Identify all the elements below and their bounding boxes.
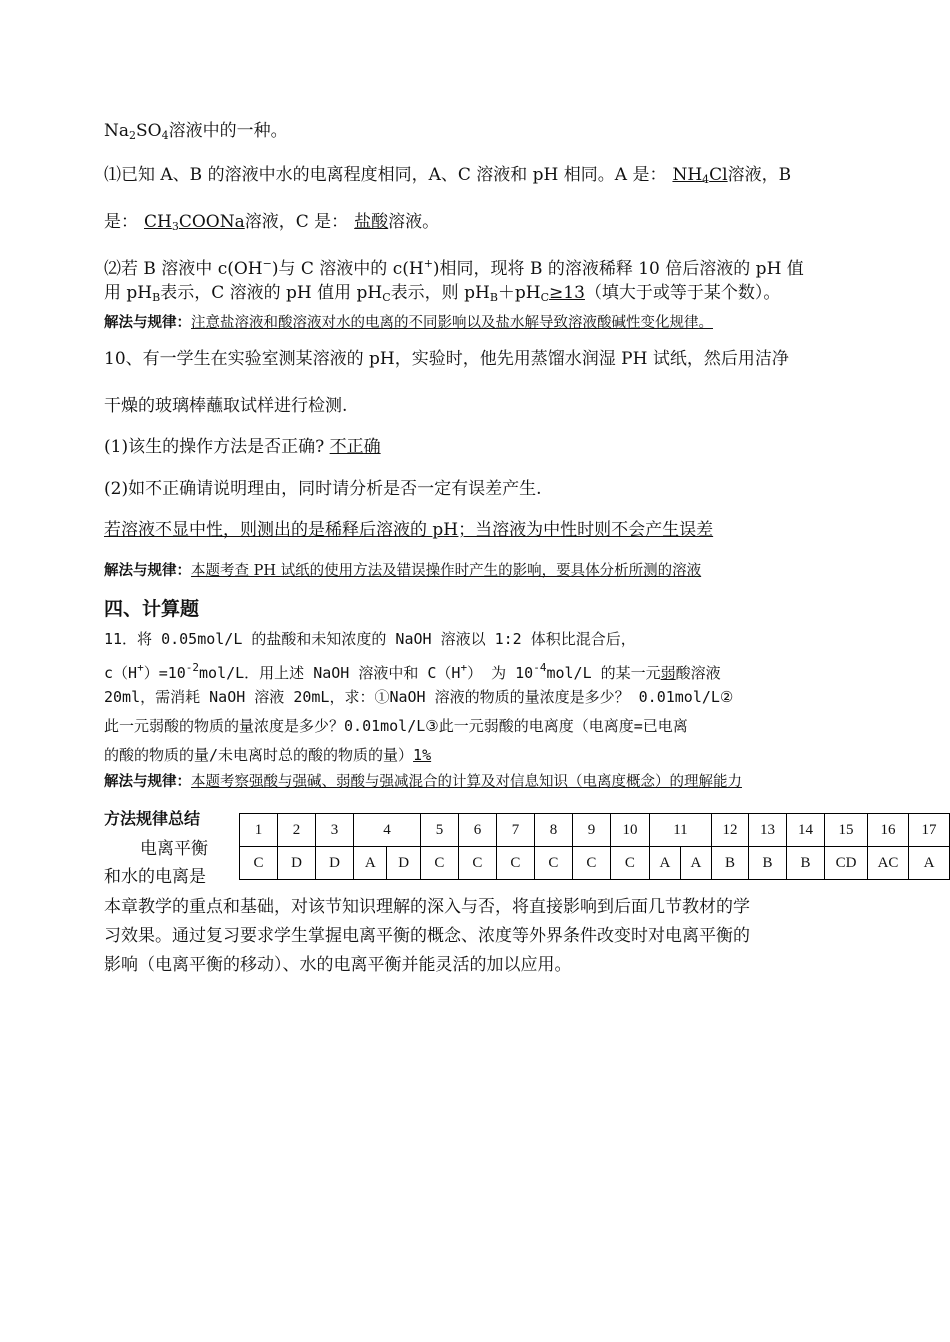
q-number: 3 — [316, 814, 354, 847]
q-answer: C — [458, 847, 496, 880]
q-answer: C — [420, 847, 458, 880]
q-answer: B — [712, 847, 749, 880]
q-answer: A — [649, 847, 680, 880]
q-answer: C — [534, 847, 572, 880]
q11-line5: 的酸的物质的量/未电离时总的酸的物质的量）1% — [104, 746, 432, 764]
q2-line2: 用 $pH_B$表示，C 溶液的 pH 值用 $pH_C$表示，则 $pH_B+pH_C\ge 13$（填大于或等于某个数）。 — [104, 283, 781, 304]
answer-ph-sum: ≥13 — [549, 283, 585, 303]
q-answer: B — [749, 847, 787, 880]
text: ⑴已知 A、B 的溶液中水的电离程度相同，A、C 溶液和 pH 相同。A 是： — [104, 165, 667, 185]
q-number: 5 — [420, 814, 458, 847]
q1-line1 — [104, 164, 791, 191]
q-number: 2 — [278, 814, 316, 847]
text: SO — [136, 121, 162, 141]
q10-line4: (2)如不正确请说明理由，同时请分析是否一定有误差产生. — [104, 479, 542, 499]
q-answer: D — [316, 847, 354, 880]
q11-line4: 此一元弱酸的物质的量浓度是多少？0.01mol/L③此一元弱酸的电离度（电离度=已电离 — [104, 717, 688, 735]
text: 溶液，B — [727, 165, 792, 185]
answer-q11: 1% — [413, 746, 432, 764]
subscript: 2 — [129, 129, 137, 142]
intro-line — [104, 120, 288, 147]
tip-text: 本题考察强酸与强碱、弱酸与强减混合的计算及对信息知识（电离度概念）的理解能力 — [191, 774, 742, 790]
q-answer: A — [909, 847, 950, 880]
section-heading: 四、计算题 — [104, 598, 200, 620]
q-number: 9 — [572, 814, 610, 847]
q-answer: A — [680, 847, 711, 880]
text: 溶液中的一种。 — [168, 121, 288, 141]
answer-table — [239, 813, 950, 880]
q-answer: D — [278, 847, 316, 880]
q-number: 7 — [496, 814, 534, 847]
q-answer: C — [572, 847, 610, 880]
answer-letter-row — [240, 847, 950, 880]
tip-text: 本题考查 PH 试纸的使用方法及错误操作时产生的影响，要具体分析所测的溶液 — [191, 563, 702, 579]
q-answer: AC — [868, 847, 909, 880]
q-answer: C — [240, 847, 278, 880]
q-number: 11 — [649, 814, 711, 847]
q-number: 12 — [712, 814, 749, 847]
tip-1 — [104, 312, 713, 334]
q-number: 10 — [610, 814, 649, 847]
text: 溶液，C 是： — [244, 212, 349, 232]
answer-c: 盐酸 — [354, 212, 389, 232]
answer-a: $NH_4Cl$ — [672, 165, 728, 186]
q10-line3: (1)该生的操作方法是否正确? 不正确 — [104, 437, 381, 457]
summary-side2: 和水的电离是 — [104, 867, 206, 887]
q-number: 17 — [909, 814, 950, 847]
q-answer: CD — [825, 847, 868, 880]
q11-line2: $c(H^+)=10^{-2}mol/L$．用上述 NaOH 溶液中和 C（H+） 为 $10^{-4}mol/L$ 的某一元弱酸溶液 — [104, 661, 721, 682]
summary-side1: 电离平衡 — [140, 839, 208, 859]
tip-text: 注意盐溶液和酸溶液对水的电离的不同影响以及盐水解导致溶液酸碱性变化规律。 — [191, 315, 713, 331]
q-number: 15 — [825, 814, 868, 847]
q10-line1: 10、有一学生在实验室测某溶液的 pH，实验时，他先用蒸馏水润湿 PH 试纸，然后用洁净 — [104, 349, 789, 369]
answer-b: $CH_3COONa$ — [144, 212, 245, 233]
text: Na — [104, 121, 130, 141]
text: 溶液。 — [388, 212, 440, 232]
q11-line3: 20ml，需消耗 NaOH 溶液 20mL，求：①NaOH 溶液的物质的量浓度是多少？ 0.01mol/L② — [104, 688, 734, 706]
q-number: 1 — [240, 814, 278, 847]
tip-label: 解法与规律： — [104, 774, 191, 790]
summary-title: 方法规律总结 — [104, 809, 201, 828]
q-number: 16 — [868, 814, 909, 847]
summary-line3: 影响（电离平衡的移动）、水的电离平衡并能灵活的加以应用。 — [104, 955, 572, 975]
q1-line2 — [104, 211, 439, 238]
tip-3 — [104, 771, 742, 793]
q-answer: C — [610, 847, 649, 880]
q-answer: D — [387, 847, 420, 880]
q-number: 14 — [787, 814, 825, 847]
q-number: 8 — [534, 814, 572, 847]
subscript: 4 — [161, 129, 169, 142]
tip-2 — [104, 560, 701, 582]
answer-number-row — [240, 814, 950, 847]
q-number: 6 — [458, 814, 496, 847]
text: 是： — [104, 212, 138, 232]
summary-line1: 本章教学的重点和基础，对该节知识理解的深入与否，将直接影响到后面几节教材的学 — [104, 897, 750, 917]
q-answer: B — [787, 847, 825, 880]
q10-line2: 干燥的玻璃棒蘸取试样进行检测. — [104, 396, 348, 416]
answer-q10-2: 若溶液不显中性，则测出的是稀释后溶液的 pH；当溶液为中性时则不会产生误差 — [104, 520, 714, 540]
q-number: 4 — [354, 814, 421, 847]
q-answer: C — [496, 847, 534, 880]
q2-line1: ⑵若 B 溶液中 c(OH−)与 C 溶液中的 c(H+)相同，现将 B 的溶液稀释 10 倍后溶液的 pH 值 — [104, 257, 804, 279]
tip-label: 解法与规律： — [104, 563, 191, 579]
summary-line2: 习效果。通过复习要求学生掌握电离平衡的概念、浓度等外界条件改变时对电离平衡的 — [104, 926, 750, 946]
tip-label: 解法与规律： — [104, 315, 191, 331]
q-answer: A — [354, 847, 387, 880]
q11-line1: 11．将 0.05mol/L 的盐酸和未知浓度的 NaOH 溶液以 1:2 体积比混合后， — [104, 630, 636, 648]
q-number: 13 — [749, 814, 787, 847]
answer-q10-1: 不正确 — [329, 437, 381, 457]
